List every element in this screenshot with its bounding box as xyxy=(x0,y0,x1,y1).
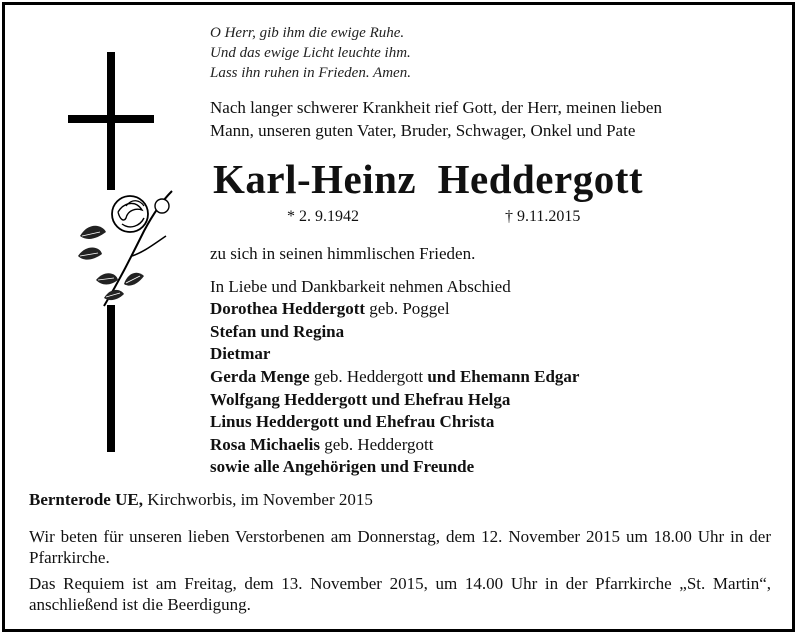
verse-line-3: Lass ihn ruhen in Frieden. Amen. xyxy=(210,65,411,81)
intro-line-1: Nach langer schwerer Krankheit rief Gott, der Herr, meinen lieben xyxy=(210,98,662,117)
farewell-line: In Liebe und Dankbarkeit nehmen Abschied xyxy=(210,277,511,296)
birth-date: * 2. 9.1942 xyxy=(287,208,359,225)
death-date: † 9.11.2015 xyxy=(505,208,581,225)
intro-line-2: Mann, unseren guten Vater, Bruder, Schwager, Onkel und Pate xyxy=(210,121,636,140)
peace-line: zu sich in seinen himmlischen Frieden. xyxy=(210,244,476,263)
place-date-line: Bernterode UE, Kirchworbis, im November 2015 xyxy=(29,490,373,509)
relative-line: Linus Heddergott und Ehefrau Christa xyxy=(210,412,495,431)
service-announcement-1: Wir beten für unseren lieben Verstorbenen am Donnerstag, dem 12. November 2015 um 18.00 Uhr in der Pfarrkirche. xyxy=(29,527,771,567)
deceased-name: Karl-Heinz Heddergott xyxy=(213,156,644,202)
service-announcement-2: Das Requiem ist am Freitag, dem 13. November 2015, um 14.00 Uhr in der Pfarrkirche „St. Martin“, anschließend ist die Beerdigung. xyxy=(29,574,771,614)
verse-line-1: O Herr, gib ihm die ewige Ruhe. xyxy=(210,25,405,41)
relative-line: Stefan und Regina xyxy=(210,322,345,341)
relative-line: Dietmar xyxy=(210,344,271,363)
relative-line: Dorothea Heddergott geb. Poggel xyxy=(210,299,450,318)
relative-line: Wolfgang Heddergott und Ehefrau Helga xyxy=(210,390,511,409)
rose-icon xyxy=(74,186,182,310)
relative-line: sowie alle Angehörigen und Freunde xyxy=(210,457,475,476)
verse-line-2: Und das ewige Licht leuchte ihm. xyxy=(210,45,411,61)
relative-line: Rosa Michaelis geb. Heddergott xyxy=(210,435,434,454)
relative-line: Gerda Menge geb. Heddergott und Ehemann Edgar xyxy=(210,367,580,386)
